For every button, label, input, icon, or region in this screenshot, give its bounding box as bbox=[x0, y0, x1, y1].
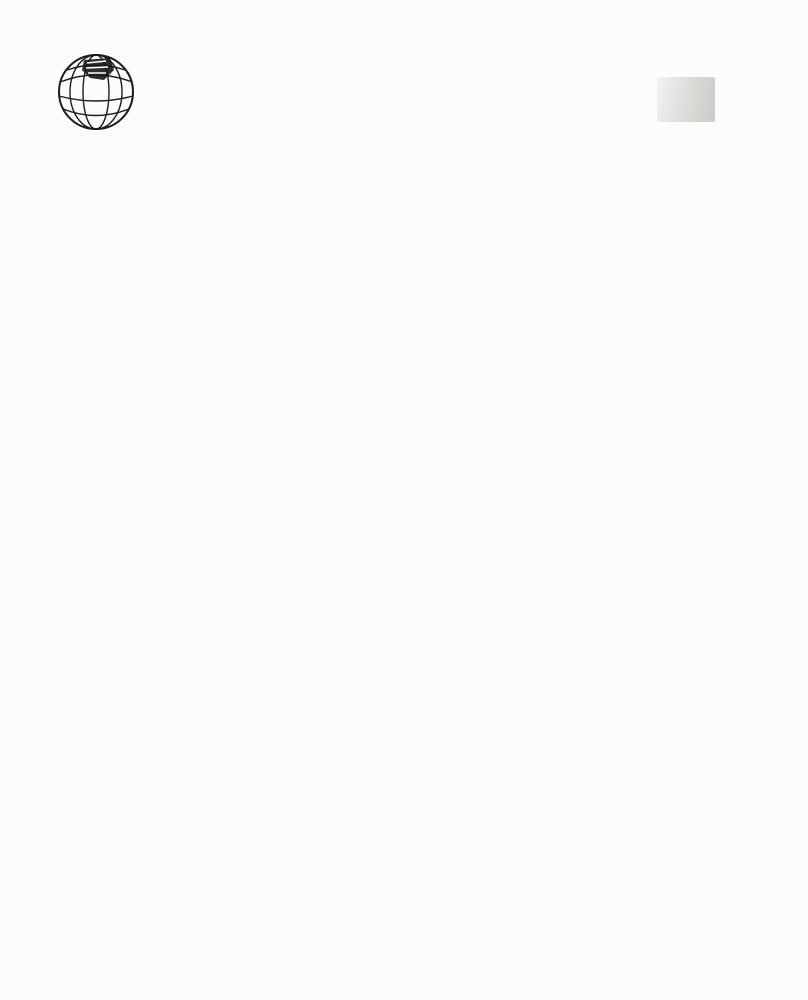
agency-globe-logo bbox=[54, 46, 138, 134]
stamp-smudge bbox=[657, 77, 715, 122]
